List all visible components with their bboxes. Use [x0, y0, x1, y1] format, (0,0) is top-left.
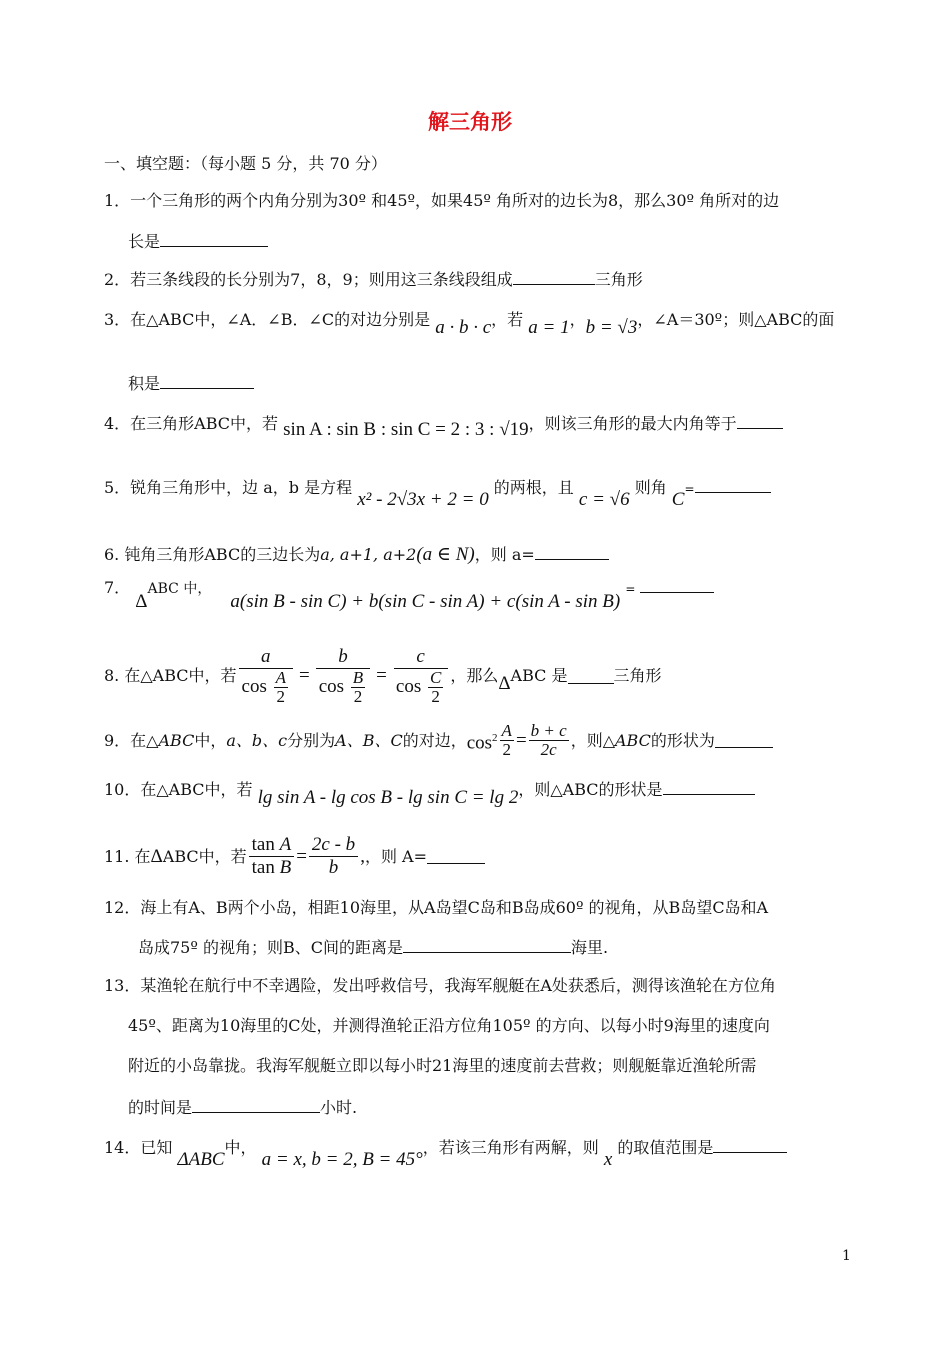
answer-blank[interactable] [403, 938, 571, 953]
question-13-line-1: 13．某渔轮在航行中不幸遇险，发出呼救信号，我海军舰艇在A处获悉后，测得该渔轮在方位角 [104, 976, 776, 995]
question-6-condition: (a ∈ N) [416, 544, 475, 565]
question-5-text-3: 则角 [634, 478, 667, 497]
question-10-formula: lg sin A - lg cos B - lg sin C = lg 2 [257, 787, 519, 808]
question-12-line-1: 12．海上有A、B两个小岛，相距10海里，从A岛望C岛和B岛成60º 的视角，从B岛望C岛和A [104, 898, 769, 917]
question-3-sides: a · b · c [435, 317, 492, 338]
question-13-text: 的时间是 [128, 1098, 193, 1117]
question-9-text-2: 中， [194, 730, 227, 750]
question-11-text: 11. 在 [104, 846, 151, 866]
question-3-a-value: a = 1 [528, 317, 570, 338]
question-9-text: 9．在△ [104, 730, 159, 750]
answer-blank[interactable] [427, 849, 485, 864]
question-3-b-value: b = √3 [585, 317, 638, 338]
question-9-abc-2: ABC [615, 730, 651, 750]
fraction-a-cos-a2: a cos $\frac{A}{2}$ [239, 646, 293, 706]
answer-blank[interactable] [713, 1138, 787, 1153]
cos-squared: $\cos^2$ [466, 731, 498, 754]
fraction-a-2: $\frac{A}{2}$ [501, 721, 512, 759]
question-7-number: 7． [104, 578, 131, 597]
question-9-abc: ABC [158, 730, 195, 750]
question-13-line-2: 45º、距离为10海里的C处，并测得渔轮正沿方位角105º 的方向、以每小时9海里的速度向 [128, 1016, 770, 1035]
question-9-text-3: 分别为 [287, 730, 336, 750]
question-14-text-4: 的取值范围是 [617, 1138, 714, 1157]
question-8-text-2: ，那么 [450, 666, 499, 685]
question-3-if: ，若 [491, 310, 524, 329]
question-5-angle: C [671, 489, 685, 510]
question-2-suffix: 三角形 [594, 270, 643, 289]
question-3-text-2: ，∠A＝30º；则△ABC的面 [637, 310, 835, 329]
question-14-text-3: ，若该三角形有两解，则 [422, 1138, 599, 1157]
answer-blank[interactable] [192, 1098, 320, 1113]
question-10-text: 10．在△ABC中，若 [104, 780, 253, 799]
question-5-text-2: 的两根，且 [493, 478, 574, 497]
question-8-text: 8. 在△ABC中，若 [104, 666, 237, 685]
question-8-suffix: 三角形 [613, 666, 662, 685]
fraction-2c-minus-b-over-b: $\frac{2c - b}{b}$ [309, 834, 358, 879]
question-7-expression: a(sin B - sin C) + b(sin C - sin A) + c(sin A - sin B) [230, 591, 621, 612]
fraction-c-cos-c2: c cos $\frac{C}{2}$ [393, 646, 448, 706]
question-10 [104, 780, 755, 808]
triangle-abc: ΔABC [177, 1149, 225, 1170]
question-7 [104, 578, 714, 612]
question-8: 8. 在△ABC中，若 a cos $\frac{A}{2}$ = b cos $\frac{B}{2}$ = c cos $\frac{C}{2}$ ，那么 Δ ABC 是 三角形 [104, 646, 662, 706]
question-8-text-3: ABC 是 [510, 666, 568, 685]
question-6-sides: a, a+1, a+2 [320, 545, 417, 564]
answer-blank[interactable] [640, 578, 714, 593]
question-3-text-3: 积是 [128, 374, 161, 393]
answer-blank[interactable] [568, 669, 614, 684]
question-1-text: 长是 [128, 232, 161, 251]
question-14-conditions: a = x, b = 2, B = 45° [261, 1149, 423, 1170]
question-13-suffix: 小时. [320, 1098, 358, 1117]
page-number: 1 [842, 1248, 851, 1264]
question-4-text: 4．在三角形ABC中，若 [104, 414, 279, 433]
question-12-suffix: 海里. [570, 938, 609, 957]
question-9-sides: a、b、c [226, 730, 288, 750]
question-1-line-2 [128, 232, 268, 252]
question-6-text-2: ，则 a= [474, 545, 535, 564]
question-14-text-2: 中， [224, 1138, 257, 1157]
question-9-text-4: 的对边， [402, 730, 467, 750]
question-10-text-2: ，则△ABC的形状是 [518, 780, 663, 799]
question-5-c-value: c = √6 [578, 489, 630, 510]
question-4-formula: sin A : sin B : sin C = 2 : 3 : √19 [283, 419, 529, 440]
question-14-text: 14．已知 [104, 1138, 173, 1157]
question-4-text-2: ，则该三角形的最大内角等于 [528, 414, 737, 433]
question-3-line-2 [128, 374, 254, 394]
question-12-line-2 [138, 938, 608, 958]
triangle-symbol: Δ [150, 845, 163, 867]
fraction-b-cos-b2: b cos $\frac{B}{2}$ [316, 646, 370, 706]
question-9: 9．在△ ABC 中， a、b、c 分别为 A、B、C 的对边， $\cos^2$ $\frac{A}{2}$ = $\frac{b + c}{2c}$ ，则△ ABC 的形状为 [104, 722, 773, 759]
variable-x: x [603, 1149, 613, 1170]
question-11: 11. 在 Δ ABC中，若 $\frac{\text{tan A}}{\text{tan B}}$ = $\frac{2c - b}{b}$ , ，则 A= [104, 834, 485, 879]
answer-blank[interactable] [160, 374, 254, 389]
page-title: 解三角形 [428, 109, 512, 134]
question-9-text-5: ，则△ [570, 730, 615, 750]
triangle-symbol: Δ [135, 591, 148, 612]
question-11-text-2: ABC中，若 [162, 846, 247, 866]
answer-blank[interactable] [160, 232, 268, 247]
question-6-text: 6. 钝角三角形ABC的三边长为 [104, 545, 321, 564]
fraction-b-plus-c-2c: $\frac{b + c}{2c}$ [530, 721, 567, 759]
question-2 [104, 270, 643, 290]
question-13-line-3: 附近的小岛靠拢。我海军舰艇立即以每小时21海里的速度前去营救；则舰艇靠近渔轮所需 [128, 1056, 757, 1075]
section-heading: 一、填空题：（每小题 5 分，共 70 分） [104, 154, 387, 173]
question-5 [104, 478, 771, 510]
question-3-text: 3．在△ABC中，∠A．∠B．∠C的对边分别是 [104, 310, 431, 329]
question-5-equals: = [684, 482, 695, 496]
triangle-symbol: Δ [498, 673, 511, 694]
answer-blank[interactable] [663, 780, 755, 795]
question-12-text: 岛成75º 的视角；则B、C间的距离是 [138, 938, 403, 957]
question-5-text: 5．锐角三角形中，边 a，b 是方程 [104, 478, 353, 497]
answer-blank[interactable] [695, 478, 771, 493]
question-3-line-1: 3．在△ABC中，∠A．∠B．∠C的对边分别是 a · b · c，若 a = 1，b = √3，∠A＝30º；则△ABC的面 [104, 310, 835, 338]
question-1-line-1: 1．一个三角形的两个内角分别为30º 和45º，如果45º 角所对的边长为8，那么30º 角所对的边 [104, 191, 780, 210]
fraction-tanA-tanB: $\frac{\text{tan A}}{\text{tan B}}$ [249, 834, 295, 879]
question-9-text-6: 的形状为 [650, 730, 715, 750]
question-9-angles: A、B、C [335, 730, 403, 750]
question-2-text: 2．若三条线段的长分别为7，8，9；则用这三条线段组成 [104, 270, 513, 289]
question-4 [104, 414, 783, 440]
question-7-text: ABC 中， [147, 581, 212, 597]
answer-blank[interactable] [715, 733, 773, 748]
question-13-line-4 [128, 1098, 357, 1118]
question-11-text-3: ，则 A= [364, 846, 427, 866]
answer-blank[interactable] [535, 545, 609, 560]
answer-blank[interactable] [737, 414, 783, 429]
question-5-equation: x² - 2√3x + 2 = 0 [357, 489, 489, 510]
question-6 [104, 545, 609, 565]
question-7-equals: = [625, 582, 636, 596]
answer-blank[interactable] [513, 270, 595, 285]
question-14 [104, 1138, 787, 1170]
